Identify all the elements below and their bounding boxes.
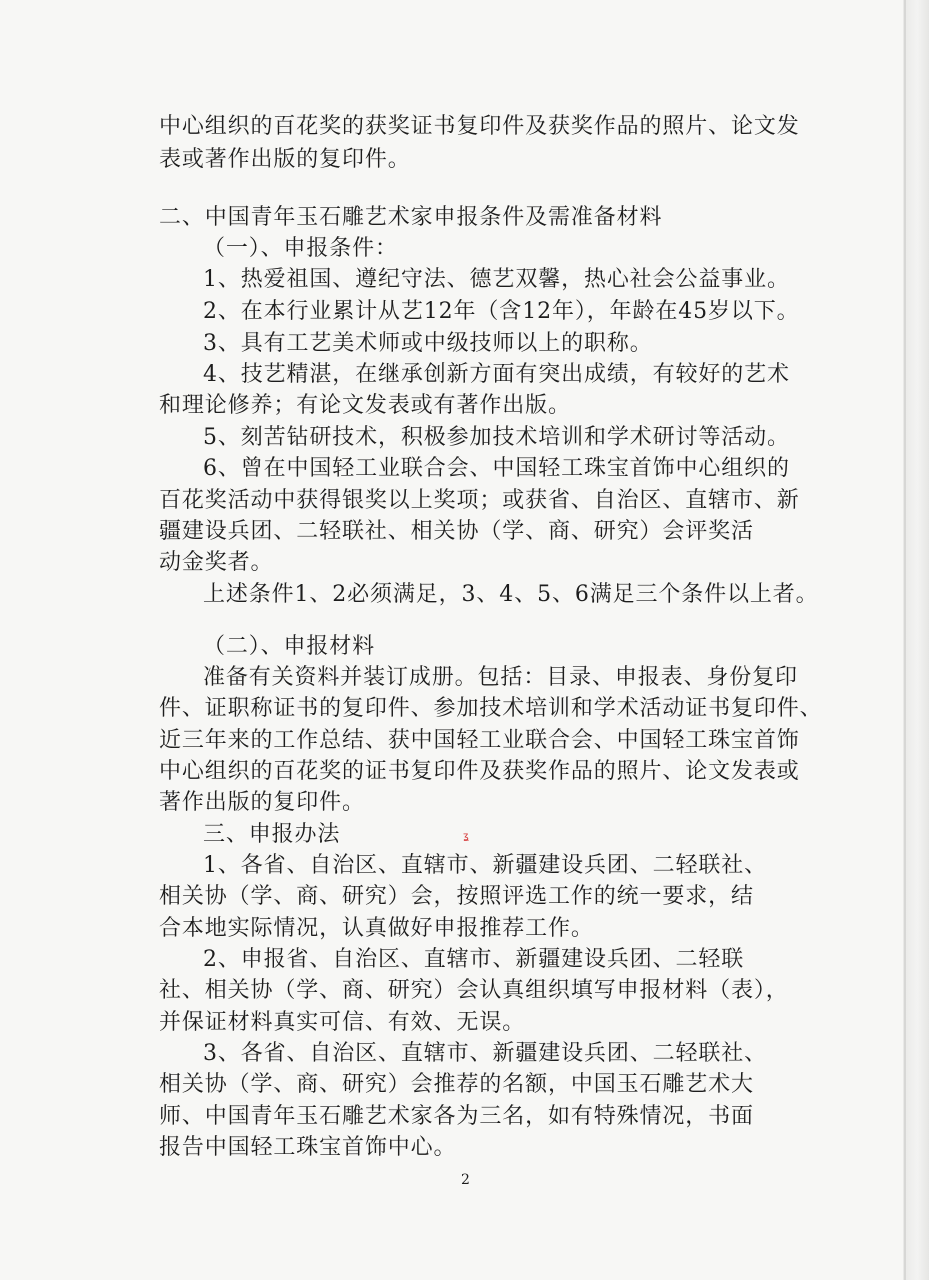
text-line-7: 3、具有工艺美术师或中级技师以上的职称。: [203, 331, 653, 356]
page-number: 2: [461, 1172, 470, 1188]
text-line-21: 著作出版的复印件。: [159, 790, 365, 815]
section-heading-2: 二、中国青年玉石雕艺术家申报条件及需准备材料: [159, 205, 663, 230]
text-line-10: 5、刻苦钻研技术，积极参加技术培训和学术研讨等活动。: [203, 425, 790, 450]
text-line-2: 表或著作出版的复印件。: [159, 147, 411, 172]
text-line-17: 准备有关资料并装订成册。包括：目录、申报表、身份复印: [203, 665, 798, 690]
text-line-32: 报告中国轻工珠宝首饰中心。: [159, 1135, 457, 1160]
text-line-1: 中心组织的百花奖的获奖证书复印件及获奖作品的照片、论文发: [159, 114, 800, 139]
red-ink-mark: ʓ: [463, 831, 469, 842]
text-line-20: 中心组织的百花奖的证书复印件及获奖作品的照片、论文发表或: [159, 759, 800, 784]
text-line-8: 4、技艺精湛，在继承创新方面有突出成绩，有较好的艺术: [203, 362, 790, 387]
scan-right-edge: [903, 0, 929, 1280]
text-line-24: 相关协（学、商、研究）会，按照评选工作的统一要求，结: [159, 884, 754, 909]
text-line-11: 6、曾在中国轻工业联合会、中国轻工珠宝首饰中心组织的: [203, 456, 790, 481]
text-line-6: 2、在本行业累计从艺12年（含12年），年龄在45岁以下。: [203, 299, 800, 324]
scan-right-line: [904, 0, 906, 1280]
text-line-28: 并保证材料真实可信、有效、无误。: [159, 1010, 526, 1035]
section-heading-3: 三、申报办法: [203, 822, 341, 847]
text-line-18: 件、证职称证书的复印件、参加技术培训和学术活动证书复印件、: [159, 696, 823, 721]
text-line-29: 3、各省、自治区、直辖市、新疆建设兵团、二轻联社、: [203, 1041, 767, 1066]
subheading-2: （二）、申报材料: [203, 634, 376, 659]
text-line-26: 2、申报省、自治区、直辖市、新疆建设兵团、二轻联: [203, 947, 745, 972]
subheading-1: （一）、申报条件：: [203, 236, 398, 261]
text-line-14: 动金奖者。: [159, 550, 274, 575]
text-line-15: 上述条件1、2必须满足，3、4、5、6满足三个条件以上者。: [203, 582, 819, 607]
text-line-19: 近三年来的工作总结、获中国轻工业联合会、中国轻工珠宝首饰: [159, 728, 800, 753]
text-line-30: 相关协（学、商、研究）会推荐的名额，中国玉石雕艺术大: [159, 1072, 754, 1097]
text-line-13: 疆建设兵团、二轻联社、相关协（学、商、研究）会评奖活: [159, 519, 754, 544]
text-line-9: 和理论修养；有论文发表或有著作出版。: [159, 393, 571, 418]
text-line-27: 社、相关协（学、商、研究）会认真组织填写申报材料（表），: [159, 978, 789, 1003]
text-line-25: 合本地实际情况，认真做好申报推荐工作。: [159, 916, 594, 941]
text-line-31: 师、中国青年玉石雕艺术家各为三名，如有特殊情况，书面: [159, 1104, 754, 1129]
text-line-5: 1、热爱祖国、遵纪守法、德艺双馨，热心社会公益事业。: [203, 267, 790, 292]
text-line-12: 百花奖活动中获得银奖以上奖项；或获省、自治区、直辖市、新: [159, 488, 800, 513]
text-line-23: 1、各省、自治区、直辖市、新疆建设兵团、二轻联社、: [203, 853, 767, 878]
